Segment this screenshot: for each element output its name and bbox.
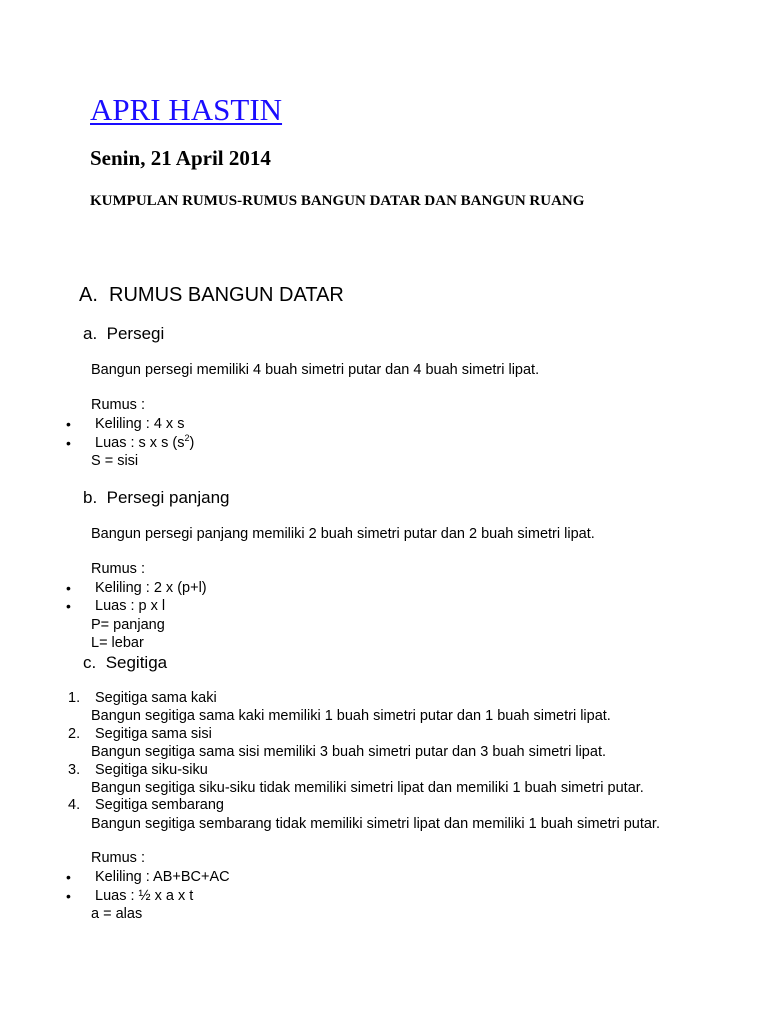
segitiga-item-number: 4. bbox=[68, 797, 81, 813]
segitiga-keliling: Keliling : AB+BC+AC bbox=[95, 869, 230, 885]
persegi-description: Bangun persegi memiliki 4 buah simetri putar dan 4 buah simetri lipat. bbox=[91, 362, 540, 378]
segitiga-item-number: 2. bbox=[68, 726, 81, 742]
segitiga-heading bbox=[83, 653, 167, 673]
segitiga-note: a = alas bbox=[91, 906, 143, 922]
persegi-panjang-luas: Luas : p x l bbox=[95, 598, 166, 614]
persegi-panjang-note: P= panjang bbox=[91, 617, 165, 633]
segitiga-marker: c. bbox=[83, 653, 97, 672]
bullet-icon: • bbox=[66, 869, 71, 885]
persegi-luas bbox=[95, 435, 194, 451]
segitiga-item-description: Bangun segitiga sembarang tidak memiliki simetri lipat dan memiliki 1 buah simetri putar. bbox=[91, 816, 660, 832]
persegi-keliling: Keliling : 4 x s bbox=[95, 416, 185, 432]
blog-title-link[interactable]: APRI HASTIN bbox=[90, 92, 283, 127]
persegi-note: S = sisi bbox=[91, 453, 139, 469]
persegi-panjang-keliling: Keliling : 2 x (p+l) bbox=[95, 580, 207, 596]
post-title: KUMPULAN RUMUS-RUMUS BANGUN DATAR DAN BANGUN RUANG bbox=[90, 193, 585, 209]
segitiga-item-description: Bangun segitiga siku-siku tidak memiliki simetri lipat dan memiliki 1 buah simetri putar. bbox=[91, 780, 644, 796]
segitiga-item-number: 1. bbox=[68, 690, 81, 706]
bullet-icon: • bbox=[66, 598, 71, 614]
bullet-icon: • bbox=[66, 580, 71, 596]
persegi-luas-text: Luas : s x s (s bbox=[95, 435, 185, 451]
segitiga-luas: Luas : ½ x a x t bbox=[95, 888, 194, 904]
persegi-luas-superscript: 2 bbox=[184, 433, 190, 444]
segitiga-title: Segitiga bbox=[105, 653, 168, 672]
post-date: Senin, 21 April 2014 bbox=[90, 146, 271, 170]
persegi-marker: a. bbox=[83, 324, 98, 343]
bullet-icon: • bbox=[66, 888, 71, 904]
persegi-panjang-title: Persegi panjang bbox=[106, 488, 230, 507]
segitiga-item-description: Bangun segitiga sama kaki memiliki 1 buah simetri putar dan 1 buah simetri lipat. bbox=[91, 708, 611, 724]
persegi-panjang-marker: b. bbox=[83, 488, 98, 507]
bullet-icon: • bbox=[66, 416, 71, 432]
persegi-panjang-description: Bangun persegi panjang memiliki 2 buah simetri putar dan 2 buah simetri lipat. bbox=[91, 526, 595, 542]
section-a-marker: A. bbox=[79, 284, 98, 306]
bullet-icon: • bbox=[66, 435, 71, 451]
segitiga-item-name: Segitiga sama kaki bbox=[95, 690, 217, 706]
persegi-panjang-note: L= lebar bbox=[91, 635, 144, 651]
segitiga-item-name: Segitiga sembarang bbox=[95, 797, 224, 813]
segitiga-item-number: 3. bbox=[68, 762, 81, 778]
segitiga-item-name: Segitiga siku-siku bbox=[95, 762, 208, 778]
persegi-panjang-heading bbox=[83, 488, 230, 508]
segitiga-rumus-label: Rumus : bbox=[91, 850, 145, 866]
segitiga-item-description: Bangun segitiga sama sisi memiliki 3 buah simetri putar dan 3 buah simetri lipat. bbox=[91, 744, 606, 760]
segitiga-item-name: Segitiga sama sisi bbox=[95, 726, 212, 742]
persegi-luas-close: ) bbox=[189, 435, 195, 451]
persegi-rumus-label: Rumus : bbox=[91, 397, 145, 413]
persegi-title: Persegi bbox=[106, 324, 165, 343]
section-a-heading bbox=[79, 284, 344, 307]
persegi-heading bbox=[83, 324, 164, 344]
section-a-title: RUMUS BANGUN DATAR bbox=[109, 284, 344, 306]
persegi-panjang-rumus-label: Rumus : bbox=[91, 561, 145, 577]
